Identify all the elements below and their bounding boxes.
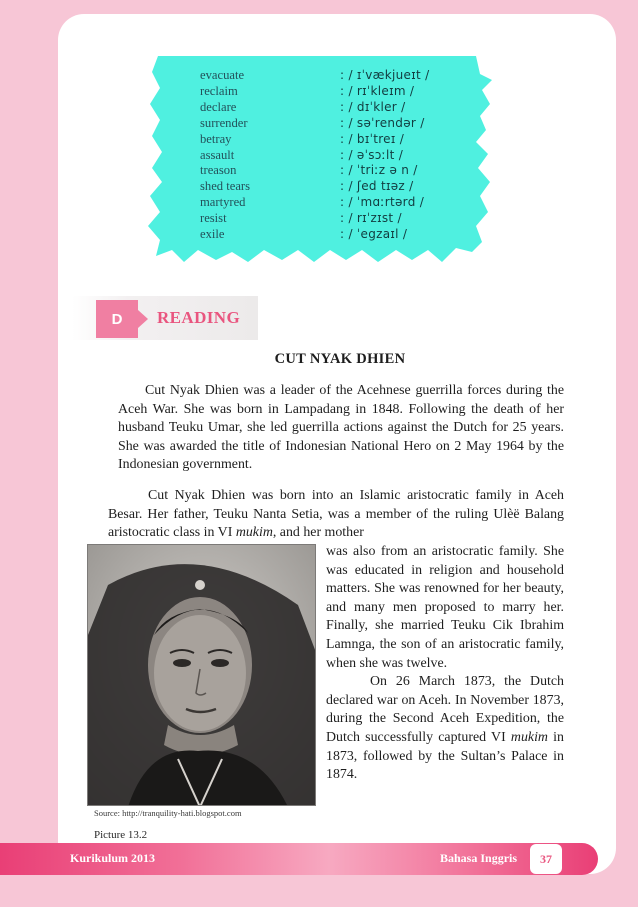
- vocabulary-row: [200, 179, 490, 195]
- vocabulary-row: [200, 148, 490, 164]
- vocabulary-pronunciation: : / ˈmɑːrtərd /: [340, 195, 425, 210]
- paragraph-1: [118, 382, 564, 475]
- section-arrow-icon: [138, 310, 148, 328]
- paragraph-2-top: [108, 487, 564, 543]
- picture-caption: Picture 13.2: [94, 829, 148, 841]
- paragraph-2-text-b: , and her mother: [272, 525, 364, 541]
- vocabulary-word: reclaim: [200, 83, 238, 98]
- picture-source: Source: http://tranquility-hati.blogspot.com: [94, 808, 242, 818]
- vocabulary-word: declare: [200, 99, 237, 114]
- vocabulary-row: [200, 163, 490, 179]
- section-title: READING: [157, 308, 241, 327]
- vocabulary-word: martyred: [200, 195, 246, 210]
- top-band: [0, 0, 638, 12]
- vocabulary-row: [200, 100, 490, 116]
- paragraph-3-italic-mukim: mukim: [510, 729, 548, 745]
- vocabulary-row: [200, 116, 490, 132]
- page-number: 37: [530, 844, 562, 874]
- vocabulary-pronunciation: : / ˈtriːz ə n /: [340, 163, 418, 178]
- vocabulary-pronunciation: : / əˈsɔːlt /: [340, 147, 404, 162]
- paragraph-1-text: Cut Nyak Dhien was a leader of the Acehnese guerrilla forces during the Aceh War. She was born in Lampadang in 1848. Following the death of her husband Teuku Umar, she led guerrilla actions against the Dutch for 25 years. She was awarded the title of Indonesian National Hero on 2 May 1964 by the Indonesian government.: [118, 383, 564, 473]
- vocabulary-word: exile: [200, 227, 225, 242]
- vocabulary-word: resist: [200, 211, 227, 226]
- paragraph-2-text-a: Cut Nyak Dhien was born into an Islamic aristocratic family in Aceh Besar. Her father, Teuku Nanta Setia, was a member of the ruling Ulèë Balang aristocratic class in VI: [108, 488, 564, 541]
- vocabulary-row: [200, 132, 490, 148]
- vocabulary-row: [200, 84, 490, 100]
- vocabulary-box: [146, 56, 492, 266]
- vocabulary-pronunciation: : / ˈegzaɪl /: [340, 227, 408, 242]
- vocabulary-word: shed tears: [200, 179, 251, 194]
- vocabulary-word: treason: [200, 163, 237, 178]
- footer-subject: Bahasa Inggris: [440, 851, 518, 865]
- footer-curriculum: Kurikulum 2013: [70, 851, 156, 865]
- paragraph-2-continued: [326, 543, 564, 785]
- paragraph-3-text-b: in 1873, followed by the Sultan’s Palace in 1874.: [326, 729, 564, 783]
- vocabulary-pronunciation: : / səˈrendər /: [340, 115, 425, 130]
- vocabulary-row: [200, 211, 490, 227]
- vocabulary-row: [200, 195, 490, 211]
- portrait-image: [87, 544, 316, 806]
- vocabulary-list: [200, 68, 490, 243]
- vocabulary-word: betray: [200, 131, 232, 146]
- vocabulary-row: [200, 227, 490, 243]
- vocabulary-pronunciation: : / rɪˈkleɪm /: [340, 83, 415, 98]
- paragraph-2-text-c: was also from an aristocratic family. She was educated in religion and household matters. She was renowned for her beauty, and many men proposed to marry her. Finally, she married Teuku Cik Ibrahim Lamnga, the son of an aristocratic family, when she was twelve.: [326, 544, 564, 671]
- vocabulary-row: [200, 68, 490, 84]
- story-title: CUT NYAK DHIEN: [274, 351, 406, 367]
- vocabulary-word: assault: [200, 147, 235, 162]
- vocabulary-pronunciation: : / bɪˈtreɪ /: [340, 131, 405, 146]
- vocabulary-pronunciation: : / ɪˈvækjueɪt /: [340, 68, 430, 82]
- vocabulary-pronunciation: : / rɪˈzɪst /: [340, 211, 402, 226]
- vocabulary-word: evacuate: [200, 68, 245, 82]
- vocabulary-pronunciation: : / ʃed tɪəz /: [340, 179, 414, 194]
- vocabulary-pronunciation: : / dɪˈkler /: [340, 99, 406, 114]
- vocabulary-word: surrender: [200, 115, 248, 130]
- section-letter-badge: D: [96, 300, 138, 338]
- paragraph-2-italic-mukim: mukim: [235, 525, 273, 541]
- paragraph-3-text-a: On 26 March 1873, the Dutch declared war on Aceh. In November 1873, during the Second Aceh Expedition, the Dutch successfully captured VI: [326, 674, 564, 745]
